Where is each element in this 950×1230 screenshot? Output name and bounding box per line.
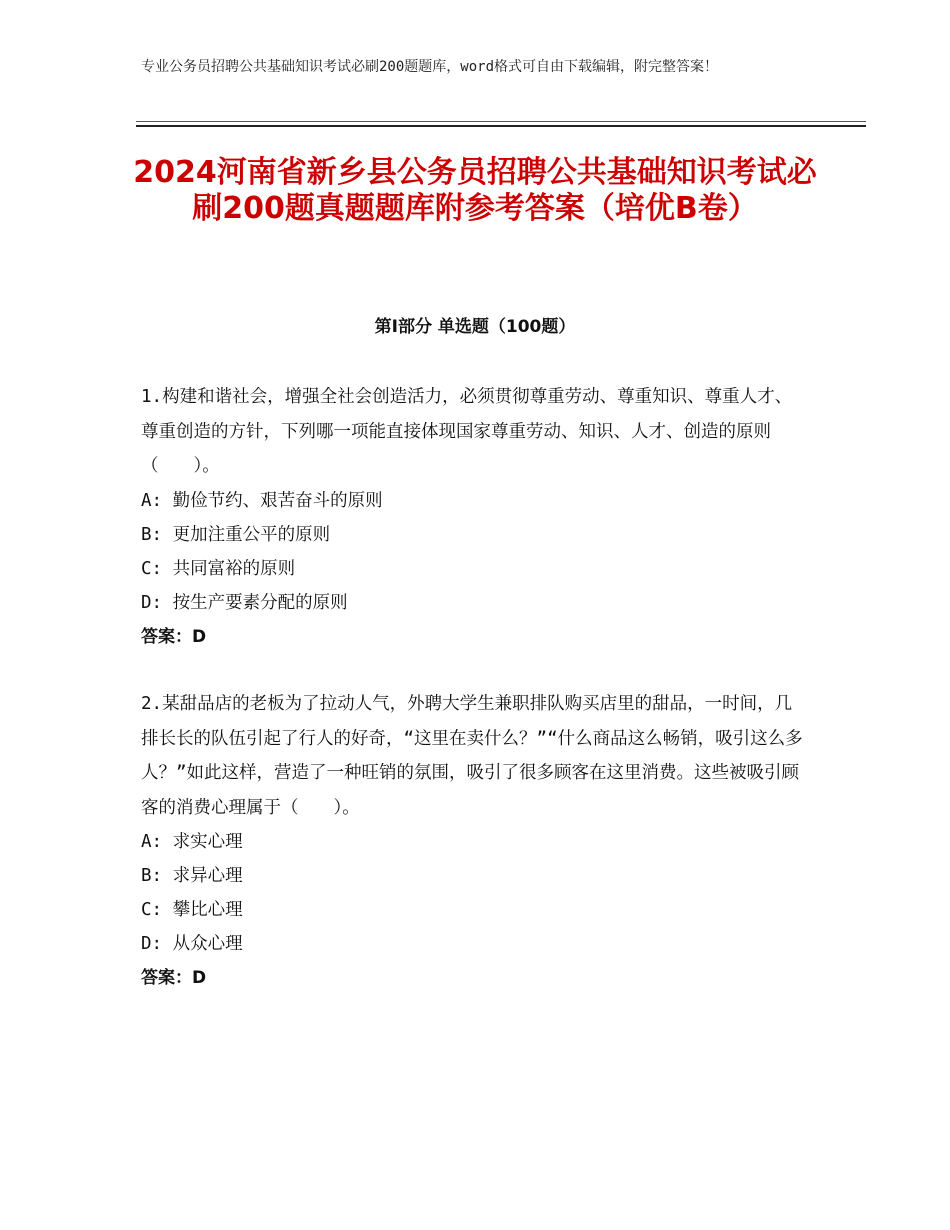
section-heading: 第I部分 单选题（100题） [374, 317, 576, 337]
question-2 [141, 687, 806, 995]
option-a: A: 勤俭节约、艰苦奋斗的原则 [141, 490, 383, 511]
header-note: 专业公务员招聘公共基础知识考试必刷200题题库，word格式可自由下载编辑，附完整答案！ [141, 59, 718, 75]
question-stem: 2.某甜品店的老板为了拉动人气，外聘大学生兼职排队购买店里的甜品，一时间，几排长长的队伍引起了行人的好奇，“这里在卖什么？”“什么商品这么畅销，吸引这么多人？”如此这样，营造了一种旺销的氛围，吸引了很多顾客在这里消费。这些被吸引顾客的消费心理属于（ ）。 [141, 694, 803, 818]
question-1 [141, 380, 806, 654]
answer: 答案：D [141, 968, 207, 988]
option-d: D: 从众心理 [141, 934, 243, 954]
option-c: C: 共同富裕的原则 [141, 558, 296, 579]
option-b: B: 更加注重公平的原则 [141, 524, 331, 545]
header-divider-thick [136, 125, 866, 127]
option-c: C: 攀比心理 [141, 900, 243, 920]
question-stem: 1.构建和谐社会，增强全社会创造活力，必须贯彻尊重劳动、尊重知识、尊重人才、尊重创造的方针，下列哪一项能直接体现国家尊重劳动、知识、人才、创造的原则（ ）。 [141, 387, 793, 476]
option-b: B: 求异心理 [141, 866, 243, 886]
document-title: 2024河南省新乡县公务员招聘公共基础知识考试必刷200题真题题库附参考答案（培优B卷） [133, 155, 817, 226]
option-d: D: 按生产要素分配的原则 [141, 592, 348, 613]
option-a: A: 求实心理 [141, 832, 243, 852]
answer: 答案：D [141, 626, 207, 647]
header-divider-thin [136, 121, 866, 122]
